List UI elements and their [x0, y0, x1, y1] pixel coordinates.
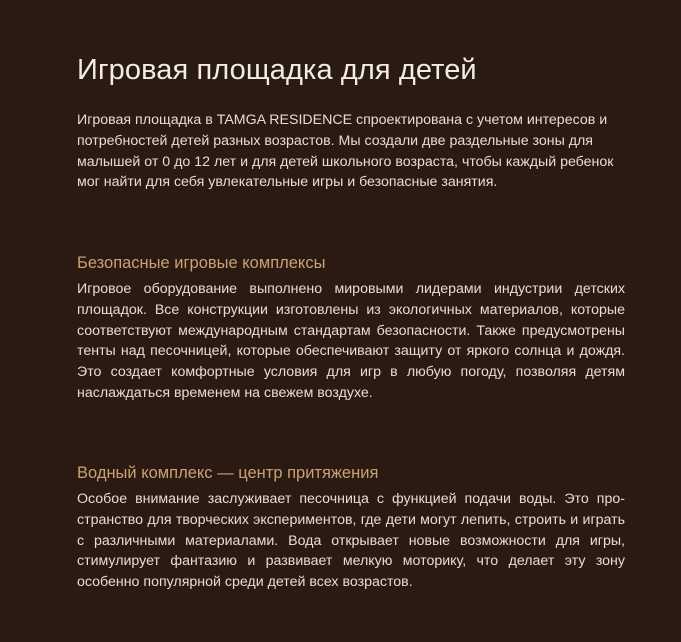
- section-heading-safe-play: Безопасные игровые комплексы: [77, 254, 326, 272]
- section-text-safe-play: Игровое оборудование выполнено мировыми лидерами индустрии детских площадок. Все конструкции изготовлены из экологичных материалов, которые соответствуют международным стандартам безопасности. Также предусмотрены тенты над песочницей, которые обеспечивают защиту от яркого солнца и дождя. Это создает комфортные условия для игр в любую погоду, позволяя детям наслаждаться временем на свежем воздухе.: [77, 281, 625, 401]
- section-heading-water-complex: Водный комплекс — центр притяжения: [77, 464, 379, 482]
- section-text-water-complex: Особое внимание заслуживает песочница с функцией подачи воды. Это пространство для творческих экспериментов, где дети могут лепить, строить и играть с различными материалами. Вода открывает новые возможности для игры, стимулирует фантазию и развивает мелкую моторику, что делает эту зону особенно популярной среди детей всех возрастов.: [77, 491, 625, 591]
- page-title: Игровая площадка для детей: [77, 54, 477, 86]
- intro-paragraph: Игровая площадка в TAMGA RESIDENCE спроектирована с учетом интересов и потребностей детей разных возрастов. Мы создали две раздельные зоны для малышей от 0 до 12 лет и для детей школьного возраста, чтобы каждый ребенок мог найти для себя увлекательные игры и безопасные занятия.: [77, 112, 614, 191]
